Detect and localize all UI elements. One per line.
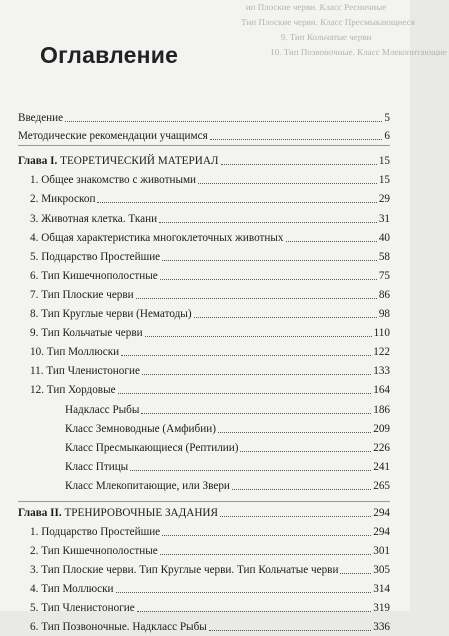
toc-entry[interactable] [18, 457, 390, 476]
chapter-heading [18, 507, 218, 520]
page-number: 15 [378, 174, 390, 187]
dot-leader [136, 298, 377, 299]
toc-entry-label: 1. Общее знакомство с животными [30, 174, 197, 187]
toc-entry-label: Класс Птицы [65, 460, 129, 473]
page-number: 164 [373, 384, 390, 397]
dot-leader [162, 260, 377, 261]
toc-entry-label: 7. Тип Плоские черви [30, 288, 134, 301]
page-number: 305 [373, 564, 390, 577]
page-number: 186 [373, 403, 390, 416]
toc-entry-label: 4. Тип Моллюски [30, 583, 114, 596]
page-number: 86 [378, 288, 390, 301]
toc-entry[interactable] [18, 380, 390, 399]
page-number: 58 [378, 250, 390, 263]
dot-leader [232, 489, 371, 490]
toc-entry-label: Методические рекомендации учащимся [18, 130, 208, 143]
toc-entry-label: Класс Земноводные (Амфибии) [65, 422, 216, 435]
toc-entry[interactable] [18, 228, 390, 247]
toc-entry-label: 10. Тип Моллюски [30, 346, 120, 359]
toc-entry-label: Введение [18, 112, 64, 125]
page-number: 294 [373, 525, 390, 538]
chapter-title: ТЕОРЕТИЧЕСКИЙ МАТЕРИАЛ [60, 155, 219, 168]
toc-entry[interactable] [18, 598, 390, 617]
toc-entry-label: 2. Тип Кишечнополостные [30, 545, 158, 558]
toc-entry-label: 8. Тип Круглые черви (Нематоды) [30, 308, 192, 321]
dot-leader [130, 470, 371, 471]
page-title: Оглавление [40, 42, 179, 68]
dot-leader [194, 317, 377, 318]
page-number: 110 [373, 327, 390, 340]
toc-entry-label: 5. Подцарство Простейшие [30, 250, 161, 263]
toc-entry-label: 4. Общая характеристика многоклеточных животных [30, 231, 284, 244]
chapter-title: ТРЕНИРОВОЧНЫЕ ЗАДАНИЯ [64, 506, 218, 519]
page-number: 98 [378, 308, 390, 321]
dot-leader [210, 139, 383, 140]
bleed-line: Тип Плоские черви. Класс Пресмыкающиеся [241, 17, 416, 27]
dot-leader [209, 630, 371, 631]
toc-entry[interactable] [18, 247, 390, 266]
dot-leader [160, 554, 372, 555]
chapter-number: Глава I. [18, 155, 58, 168]
dot-leader [145, 336, 372, 337]
toc-entry[interactable] [18, 342, 390, 361]
dot-leader [286, 241, 377, 242]
dot-leader [159, 222, 377, 223]
toc-entry-label: 3. Тип Плоские черви. Тип Круглые черви. Тип Кольчатые черви [30, 564, 339, 577]
dot-leader [221, 164, 377, 165]
page-number: 122 [373, 346, 390, 359]
toc-entry-intro[interactable] [18, 108, 390, 127]
dot-leader [65, 121, 382, 122]
dot-leader [162, 535, 371, 536]
page-number: 336 [373, 621, 390, 634]
toc-entry[interactable] [18, 266, 390, 285]
toc-entry[interactable] [18, 208, 390, 227]
dot-leader [220, 516, 371, 517]
dot-leader [340, 573, 371, 574]
toc-entry[interactable] [18, 476, 390, 495]
toc-entry[interactable] [18, 579, 390, 598]
bleed-line: 10. Тип Позвоночные. Класс Млекопитающие [270, 47, 448, 57]
page-number: 301 [373, 545, 390, 558]
toc-entry-label: 1. Подцарство Простейшие [30, 525, 161, 538]
page-number: 29 [378, 193, 390, 206]
toc-entry[interactable] [18, 541, 390, 560]
toc-entry-label: 6. Тип Кишечнополостные [30, 269, 158, 282]
bleed-line: ип Плоские черви. Класс Ресничные [245, 2, 387, 12]
page-number: 6 [384, 130, 390, 143]
page-number: 40 [378, 231, 390, 244]
toc-entry[interactable] [18, 438, 390, 457]
dot-leader [240, 451, 371, 452]
dot-leader [142, 374, 371, 375]
dot-leader [160, 279, 377, 280]
toc-entry-label: 3. Животная клетка. Ткани [30, 212, 158, 225]
page-number: 209 [373, 422, 390, 435]
toc-entry-label: 11. Тип Членистоногие [30, 365, 140, 378]
toc-entry[interactable] [18, 170, 390, 189]
toc-entry-label: Класс Млекопитающие, или Звери [65, 479, 230, 492]
chapter-number: Глава II. [18, 506, 62, 519]
toc-entry[interactable] [18, 522, 390, 541]
toc-entry-label: 2. Микроскоп [30, 193, 96, 206]
page-number: 5 [384, 112, 390, 125]
toc-entry-label: Надкласс Рыбы [65, 403, 140, 416]
toc-entry-label: Класс Пресмыкающиеся (Рептилии) [65, 441, 239, 454]
toc-entry[interactable] [18, 189, 390, 208]
toc-entry[interactable] [18, 399, 390, 418]
page-number: 31 [378, 212, 390, 225]
dot-leader [137, 611, 371, 612]
page-number: 314 [373, 583, 390, 596]
toc-entry[interactable] [18, 361, 390, 380]
page-number: 294 [373, 506, 390, 519]
bleed-through-text [238, 0, 448, 118]
dot-leader [198, 183, 377, 184]
page-number: 265 [373, 479, 390, 492]
toc-entry[interactable] [18, 419, 390, 438]
toc-entry[interactable] [18, 323, 390, 342]
toc-entry-label: 9. Тип Кольчатые черви [30, 327, 143, 340]
dot-leader [118, 393, 372, 394]
page-number: 75 [378, 269, 390, 282]
page-number: 241 [373, 460, 390, 473]
page-number: 15 [378, 155, 390, 168]
toc-entry[interactable] [18, 560, 390, 579]
toc-entry-label: 6. Тип Позвоночные. Надкласс Рыбы [30, 621, 207, 634]
table-of-contents [18, 108, 390, 636]
page-number: 226 [373, 441, 390, 454]
chapter-heading [18, 155, 219, 168]
toc-entry[interactable] [18, 617, 390, 636]
toc-chapter-1[interactable] [18, 151, 390, 170]
dot-leader [121, 355, 371, 356]
toc-chapter-2[interactable] [18, 501, 390, 522]
dot-leader [97, 202, 376, 203]
dot-leader [116, 592, 372, 593]
toc-entry-recommendations[interactable] [18, 127, 390, 146]
toc-entry-label: 5. Тип Членистоногие [30, 602, 135, 615]
page-number: 319 [373, 602, 390, 615]
bleed-line: 9. Тип Кольчатые черви [280, 32, 372, 42]
page-number: 133 [373, 365, 390, 378]
toc-entry[interactable] [18, 285, 390, 304]
toc-entry[interactable] [18, 304, 390, 323]
toc-entry-label: 12. Тип Хордовые [30, 384, 116, 397]
dot-leader [218, 432, 371, 433]
dot-leader [141, 413, 371, 414]
